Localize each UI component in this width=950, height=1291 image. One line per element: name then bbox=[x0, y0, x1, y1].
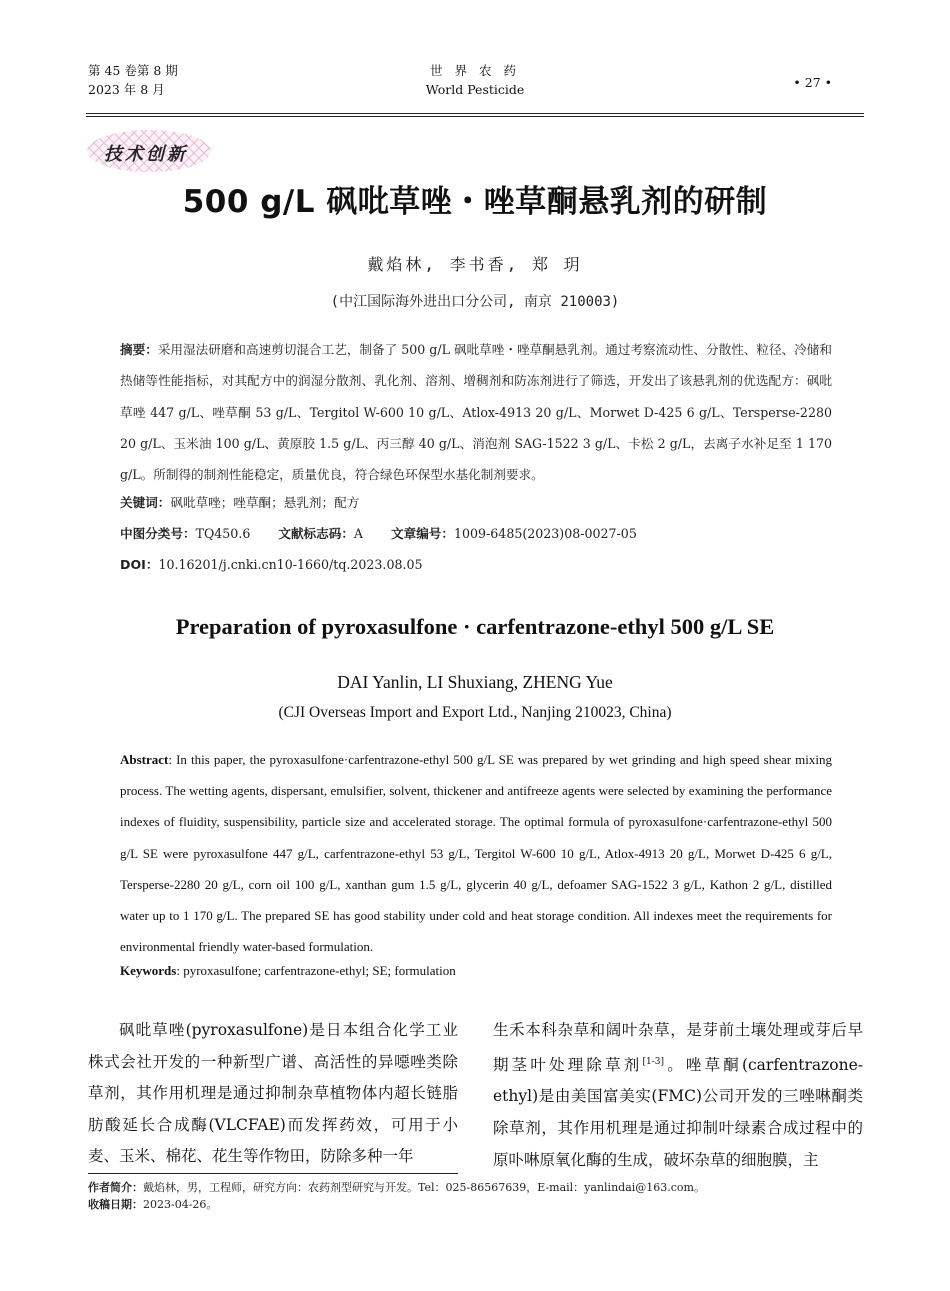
keywords-cn bbox=[120, 492, 359, 511]
section-tag-label: 技术创新 bbox=[104, 144, 188, 165]
article-number-label: 文章编号： bbox=[391, 526, 454, 541]
header-rule-thick bbox=[86, 113, 864, 114]
clc-label: 中图分类号： bbox=[120, 526, 196, 541]
footnote-author-text: 戴焰林，男，工程师，研究方向：农药剂型研究与开发。Tel：025-86567639，E-mail：yanlindai@163.com。 bbox=[143, 1181, 705, 1194]
body-column-left: 砜吡草唑(pyroxasulfone)是日本组合化学工业株式会社开发的一种新型广谱、高活性的异噁唑类除草剂，其作用机理是通过抑制杂草植物体内超长链脂肪酸延长合成酶(VLCFAE)而发挥药效，可用于小麦、玉米、棉花、花生等作物田，防除多种一年 bbox=[88, 1021, 458, 1166]
doc-code-label: 文献标志码： bbox=[278, 526, 354, 541]
title-cn: 500 g/L 砜吡草唑・唑草酮悬乳剂的研制 bbox=[182, 184, 768, 220]
abstract-cn bbox=[120, 334, 832, 490]
keywords-cn-text: 砜吡草唑；唑草酮；悬乳剂；配方 bbox=[170, 495, 360, 510]
footnote-received-label: 收稿日期： bbox=[88, 1198, 143, 1211]
keywords-en bbox=[120, 963, 456, 979]
abstract-en-label: Abstract bbox=[120, 752, 169, 767]
footnote-received-text: 2023-04-26。 bbox=[143, 1198, 218, 1211]
classification-line bbox=[120, 523, 637, 542]
abstract-en bbox=[120, 744, 832, 962]
abstract-cn-text: 采用湿法研磨和高速剪切混合工艺，制备了 500 g/L 砜吡草唑・唑草酮悬乳剂。通过考察流动性、分散性、粒径、冷储和热储等性能指标，对其配方中的润湿分散剂、乳化剂、溶剂、增稠剂和防冻剂进行了筛选，开发出了该悬乳剂的优选配方：砜吡草唑 447 g/L、唑草酮 53 g/L、Tergitol W-600 10 g/L、Atlox-4913 20 g/L、Morwet D-425 6 g/L、Tersperse-2280 20 g/L、玉米油 100 g/L、黄原胶 1.5 g/L、丙三醇 40 g/L、消泡剂 SAG-1522 3 g/L、卡松 2 g/L，去离子水补足至 1 170 g/L。所制得的制剂性能稳定，质量优良，符合绿色环保型水基化制剂要求。 bbox=[120, 342, 833, 483]
footnote-received bbox=[88, 1196, 217, 1212]
keywords-cn-label: 关键词： bbox=[120, 495, 171, 510]
keywords-en-text: : pyroxasulfone; carfentrazone-ethyl; SE; formulation bbox=[176, 963, 456, 978]
title-en: Preparation of pyroxasulfone · carfentrazone-ethyl 500 g/L SE bbox=[175, 614, 775, 639]
doc-code-value: A bbox=[353, 526, 364, 541]
doi-value[interactable]: 10.16201/j.cnki.cn10-1660/tq.2023.08.05 bbox=[158, 557, 423, 572]
affiliation-cn: (中江国际海外进出口分公司, 南京 210003) bbox=[330, 294, 620, 310]
section-tag bbox=[84, 128, 214, 174]
clc-value: TQ450.6 bbox=[195, 526, 251, 541]
page-number: • 27 • bbox=[793, 75, 832, 90]
citation-ref[interactable]: [1-3] bbox=[642, 1056, 665, 1067]
doi-line bbox=[120, 554, 423, 573]
body-right-text-a: 生禾本科杂草和阔叶杂草，是芽前土壤处理或芽后早期茎叶处理除草剂 bbox=[493, 1021, 863, 1074]
footnote-rule bbox=[88, 1173, 458, 1174]
affiliation-en: (CJI Overseas Import and Export Ltd., Nanjing 210023, China) bbox=[278, 704, 672, 721]
journal-name-en: World Pesticide bbox=[425, 82, 525, 97]
issue-date: 2023 年 8 月 bbox=[88, 82, 165, 97]
body-right-text-b: 。唑草酮(carfentrazone-ethyl)是由美国富美实(FMC)公司开发的三唑啉酮类除草剂，其作用机理是通过抑制叶绿素合成过程中的原卟啉原氧化酶的生成，破坏杂草的细胞膜，主 bbox=[493, 1055, 863, 1169]
doi-label: DOI： bbox=[120, 557, 159, 572]
header-rule-thin bbox=[86, 116, 864, 117]
journal-name-cn: 世 界 农 药 bbox=[430, 63, 520, 78]
body-column-right bbox=[493, 1015, 863, 1176]
footnote-author-label: 作者简介： bbox=[88, 1181, 143, 1194]
abstract-en-text: : In this paper, the pyroxasulfone·carfentrazone-ethyl 500 g/L SE was prepared by wet grinding and high speed shear mixing process. The wetting agents, dispersant, emulsifier, solvent, thickener and antifreeze agents were selected by examining the performance indexes of fluidity, suspensibility, particle size and accelerated storage. The optimal formula of pyroxasulfone·carfentrazone-ethyl 500 g/L SE were pyroxasulfone 447 g/L, carfentrazone-ethyl 53 g/L, Tergitol W-600 10 g/L, Atlox-4913 20 g/L, Morwet D-425 6 g/L, Tersperse-2280 20 g/L, corn oil 100 g/L, xanthan gum 1.5 g/L, glycerin 40 g/L, defoamer SAG-1522 3 g/L, Kathon 2 g/L, distilled water up to 1 170 g/L. The prepared SE has good stability under cold and heat storage condition. All indexes meet the requirements for environmental friendly water-based formulation. bbox=[120, 752, 832, 955]
abstract-cn-label: 摘要： bbox=[120, 342, 158, 357]
footnote-author bbox=[88, 1179, 705, 1195]
volume-label: 第 45 卷第 8 期 bbox=[88, 63, 178, 78]
authors-cn: 戴焰林, 李书香, 郑 玥 bbox=[367, 255, 583, 274]
article-number-value: 1009-6485(2023)08-0027-05 bbox=[453, 526, 637, 541]
authors-en: DAI Yanlin, LI Shuxiang, ZHENG Yue bbox=[337, 672, 613, 692]
keywords-en-label: Keywords bbox=[120, 963, 177, 978]
